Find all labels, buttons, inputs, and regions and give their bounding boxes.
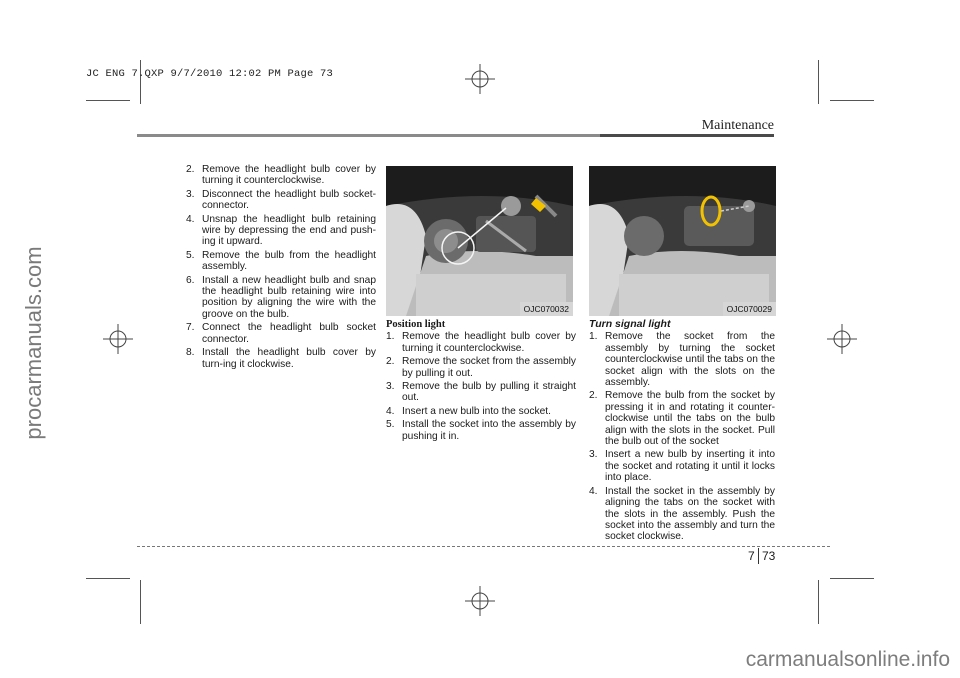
list-item: 5. Remove the bulb from the headlight assembly. <box>186 249 376 273</box>
list-item: 4. Install the socket in the assembly by aligning the tabs on the socket with the slots in the assembly. Push the socket into the assembly and turn the socket clockwise. <box>589 485 775 543</box>
engine-bay-photo-position-light <box>386 166 573 316</box>
crop-mark <box>86 578 130 579</box>
turn-signal-heading: Turn signal light <box>589 318 671 330</box>
registration-crosshair-icon <box>827 324 857 354</box>
registration-crosshair-icon <box>103 324 133 354</box>
list-item: 3. Remove the bulb by pulling it straight out. <box>386 381 576 404</box>
position-light-heading: Position light <box>386 319 446 330</box>
engine-bay-photo-turn-signal <box>589 166 776 316</box>
list-item: 8. Install the headlight bulb cover by turn-ing it clockwise. <box>186 347 376 370</box>
list-item: 3. Insert a new bulb by inserting it into the socket and rotating it until it locks into place. <box>589 449 775 484</box>
list-item: 4. Unsnap the headlight bulb retaining wire by depressing the end and push-ing it upward. <box>186 213 376 248</box>
headlight-steps-column <box>186 164 376 372</box>
registration-crosshair-icon <box>465 586 495 616</box>
crop-mark <box>140 580 141 624</box>
side-watermark: procarmanuals.com <box>21 246 46 440</box>
headlight-steps-list <box>186 164 376 370</box>
crop-mark <box>830 578 874 579</box>
list-item: 2. Remove the bulb from the socket by pressing it in and rotating it counter-clockwise until the tabs on the bulb align with the slots in the socket. Pull the bulb out of the socket <box>589 390 775 448</box>
print-stamp: JC ENG 7.QXP 9/7/2010 12:02 PM Page 73 <box>86 68 334 80</box>
list-item: 2. Remove the socket from the assembly by pulling it out. <box>386 356 576 379</box>
list-item: 6. Install a new headlight bulb and snap the headlight bulb retaining wire into position by aligning the wire with the groove on the bulb. <box>186 274 376 320</box>
turn-signal-steps-list <box>589 331 775 542</box>
image-code: OJC070032 <box>520 302 573 316</box>
turn-signal-column <box>589 319 775 545</box>
list-item: 1. Remove the headlight bulb cover by turning it counterclockwise. <box>386 331 576 354</box>
page-number-divider <box>758 548 759 564</box>
position-light-steps-list <box>386 331 576 442</box>
bottom-watermark: carmanualsonline.info <box>745 648 950 671</box>
list-item: 3. Disconnect the headlight bulb socket-connector. <box>186 188 376 212</box>
title-rule-accent <box>600 134 774 137</box>
section-title: Maintenance <box>701 118 774 133</box>
list-item: 1. Remove the socket from the assembly by turning the socket counterclockwise until the tabs on the socket align with the slots on the assembly. <box>589 331 775 389</box>
position-light-column <box>386 319 576 444</box>
crop-mark <box>140 60 141 104</box>
list-item: 2. Remove the headlight bulb cover by turning it counterclockwise. <box>186 164 376 187</box>
crop-mark <box>830 100 874 101</box>
registration-crosshair-icon <box>465 64 495 94</box>
crop-mark <box>818 60 819 104</box>
image-code: OJC070029 <box>723 302 776 316</box>
list-item: 4. Insert a new bulb into the socket. <box>386 405 551 417</box>
crop-mark <box>86 100 130 101</box>
page-number: 73 <box>762 549 776 563</box>
list-item: 7. Connect the headlight bulb socket connector. <box>186 322 376 345</box>
footer-divider <box>137 546 830 547</box>
list-item: 5. Install the socket into the assembly by pushing it in. <box>386 419 576 442</box>
chapter-number: 7 <box>748 549 755 563</box>
crop-mark <box>818 580 819 624</box>
